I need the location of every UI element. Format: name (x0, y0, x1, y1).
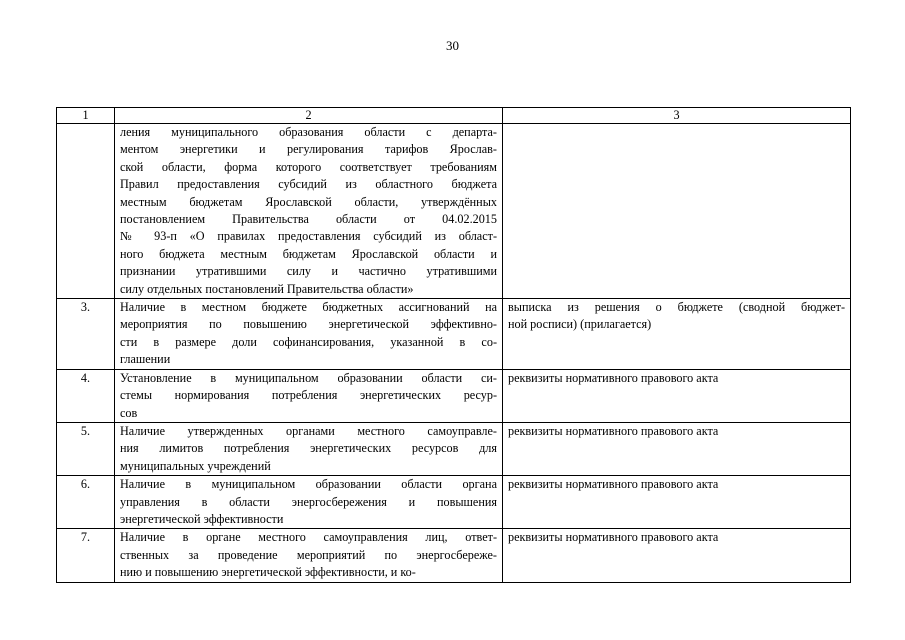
description-line: Правил предоставления субсидий из областного бюджета (120, 177, 497, 192)
description-line: нию и повышению энергетической эффективности, и ко- (120, 565, 416, 580)
description-line: муниципальных учреждений (120, 458, 271, 473)
description-line: ственных за проведение мероприятий по энергосбереже- (120, 547, 497, 562)
page-number: 30 (446, 38, 459, 53)
required-document (503, 299, 851, 370)
description-line: мероприятия по повышению энергетической эффективно- (120, 317, 497, 332)
description-line: постановлением Правительства области от 04.02.2015 (120, 212, 497, 227)
row-number: 4. (57, 369, 115, 422)
description-line: силу отдельных постановлений Правительства области» (120, 281, 414, 296)
description-line: ментом энергетики и регулирования тарифов Ярослав- (120, 142, 497, 157)
row-number (57, 124, 115, 299)
requirements-table (56, 107, 851, 583)
description-line: Наличие в местном бюджете бюджетных ассигнований на (120, 300, 497, 315)
column-header-1: 1 (57, 108, 115, 124)
document-line: реквизиты нормативного правового акта (508, 370, 719, 385)
description-line: Установление в муниципальном образовании области си- (120, 370, 497, 385)
description-line: глашении (120, 352, 171, 367)
column-header-3: 3 (503, 108, 851, 124)
table-row (57, 369, 851, 422)
condition-description (115, 529, 503, 582)
condition-description (115, 124, 503, 299)
condition-description (115, 422, 503, 475)
description-line: № 93-п «О правилах предоставления субсидий из област- (120, 229, 497, 244)
required-document (503, 422, 851, 475)
description-line: Наличие утвержденных органами местного самоуправле- (120, 423, 497, 438)
condition-description (115, 299, 503, 370)
document-line: выписка из решения о бюджете (сводной бюджет- (508, 300, 845, 315)
description-line: ния лимитов потребления энергетических ресурсов для (120, 441, 497, 456)
description-line: Наличие в органе местного самоуправления лиц, ответ- (120, 530, 497, 545)
table-row (57, 422, 851, 475)
description-line: управления в области энергосбережения и повышения (120, 494, 497, 509)
row-number: 3. (57, 299, 115, 370)
description-line: местным бюджетам Ярославской области, утверждённых (120, 194, 497, 209)
required-document (503, 529, 851, 582)
description-line: энергетической эффективности (120, 511, 284, 526)
description-line: стемы нормирования потребления энергетических ресур- (120, 388, 497, 403)
row-number: 7. (57, 529, 115, 582)
description-line: ного бюджета местным бюджетам Ярославской области и (120, 246, 497, 261)
document-line: реквизиты нормативного правового акта (508, 477, 719, 492)
document-line: реквизиты нормативного правового акта (508, 530, 719, 545)
document-line: ной росписи) (прилагается) (508, 317, 652, 332)
table-row (57, 124, 851, 299)
condition-description (115, 476, 503, 529)
description-line: ской области, форма которого соответствует требованиям (120, 159, 497, 174)
column-header-2: 2 (115, 108, 503, 124)
required-document (503, 124, 851, 299)
table-header-row (57, 108, 851, 124)
table-row (57, 299, 851, 370)
description-line: сов (120, 405, 138, 420)
description-line: сти в размере доли софинансирования, указанной в со- (120, 334, 497, 349)
table-row (57, 476, 851, 529)
condition-description (115, 369, 503, 422)
description-line: ления муниципального образования области с департа- (120, 125, 497, 139)
table-row (57, 529, 851, 582)
description-line: признании утратившими силу и частично утратившими (120, 264, 497, 279)
required-document (503, 369, 851, 422)
row-number: 5. (57, 422, 115, 475)
required-document (503, 476, 851, 529)
description-line: Наличие в муниципальном образовании области органа (120, 477, 497, 492)
document-line: реквизиты нормативного правового акта (508, 423, 719, 438)
table-body (57, 124, 851, 583)
row-number: 6. (57, 476, 115, 529)
